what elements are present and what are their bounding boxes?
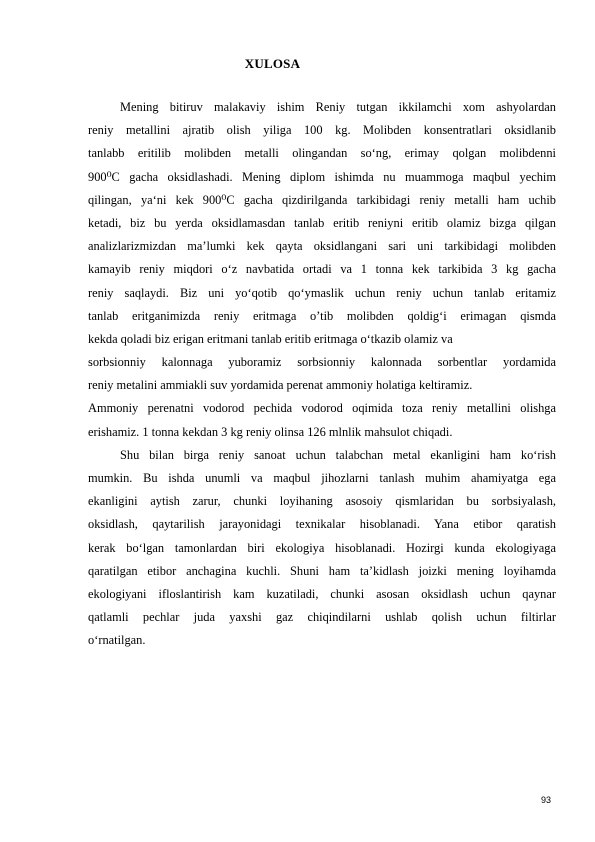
page-number: 93 [540, 795, 551, 805]
text-line: kekda qoladi biz erigan eritmani tanlab eritib eritmaga o‘tkazib olamiz va [88, 331, 453, 346]
text-line: kamayib reniy miqdori o‘z navbatida ortadi va 1 tonna kek tarkibida 3 kg gacha [88, 262, 556, 277]
text-line: mumkin. Bu ishda unumli va maqbul jihozlarni tanlash muhim ahamiyatga ega [88, 471, 556, 486]
text-line: reniy metalini ammiakli suv yordamida perenat ammoniy holatiga keltiramiz. [88, 378, 473, 393]
body-text [88, 96, 556, 653]
text-line: kerak bo‘lgan tamonlardan biri ekologiya hisoblanadi. Hozirgi kunda ekologiyaga [88, 540, 556, 555]
text-line: analizlarizmizdan ma’lumki kek qayta oksidlangani sari uni tarkibidagi molibden [88, 239, 556, 254]
text-line: Shu bilan birga reniy sanoat uchun talabchan metal ekanligini ham ko‘rish [120, 447, 556, 462]
text-line: erishamiz. 1 tonna kekdan 3 kg reniy olinsa 126 mlnlik mahsulot chiqadi. [88, 424, 453, 439]
text-line: qilingan, ya‘ni kek 900⁰C gacha qizdirilganda tarkibidagi reniy metalli ham uchib [88, 192, 556, 207]
text-line: oksidlash, qaytarilish jarayonidagi texnikalar hisoblanadi. Yana etibor qaratish [88, 517, 556, 532]
text-line: qatlamli pechlar juda yaxshi gaz chiqindilarni ushlab qolish uchun filtirlar [88, 610, 556, 625]
text-line: ketadi, biz bu yerda oksidlamasdan tanlab eritib reniyni eritib olamiz bizga qilgan [88, 215, 556, 230]
text-line: reniy metallini ajratib olish yiliga 100 kg. Molibden konsentratlari oksidlanib [88, 123, 556, 138]
text-line: tanlab eritganimizda reniy eritmaga o’tib molibden qoldig‘i erimagan qismda [88, 308, 556, 323]
page-title: XULOSA [244, 56, 301, 71]
text-line: ekanligini aytish zarur, chunki loyihaning asosoiy qismlaridan bu sorbsiyalash, [88, 494, 556, 509]
text-line: Ammoniy perenatni vodorod pechida vodorod oqimida toza reniy metallini olishga [88, 401, 556, 416]
text-line: sorbsionniy kalonnaga yuboramiz sorbsionniy kalonnada sorbentlar yordamida [88, 355, 556, 370]
text-line: 900⁰C gacha oksidlashadi. Mening diplom ishimda nu muammoga maqbul yechim [88, 169, 556, 184]
text-line: ekologiyani ifloslantirish kam kuzatiladi, chunki asosan oksidlash uchun qaynar [88, 586, 556, 601]
text-line: qaratilgan etibor anchagina kuchli. Shuni ham ta’kidlash joizki mening loyihamda [88, 563, 556, 578]
text-line: o‘rnatilgan. [88, 633, 146, 648]
text-line: reniy saqlaydi. Biz uni yo‘qotib qo‘ymaslik uchun reniy uchun tanlab eritamiz [88, 285, 556, 300]
text-line: Mening bitiruv malakaviy ishim Reniy tutgan ikkilamchi xom ashyolardan [120, 100, 556, 114]
text-line: tanlabb eritilib molibden metalli olingandan so‘ng, erimay qolgan molibdenni [88, 146, 556, 161]
